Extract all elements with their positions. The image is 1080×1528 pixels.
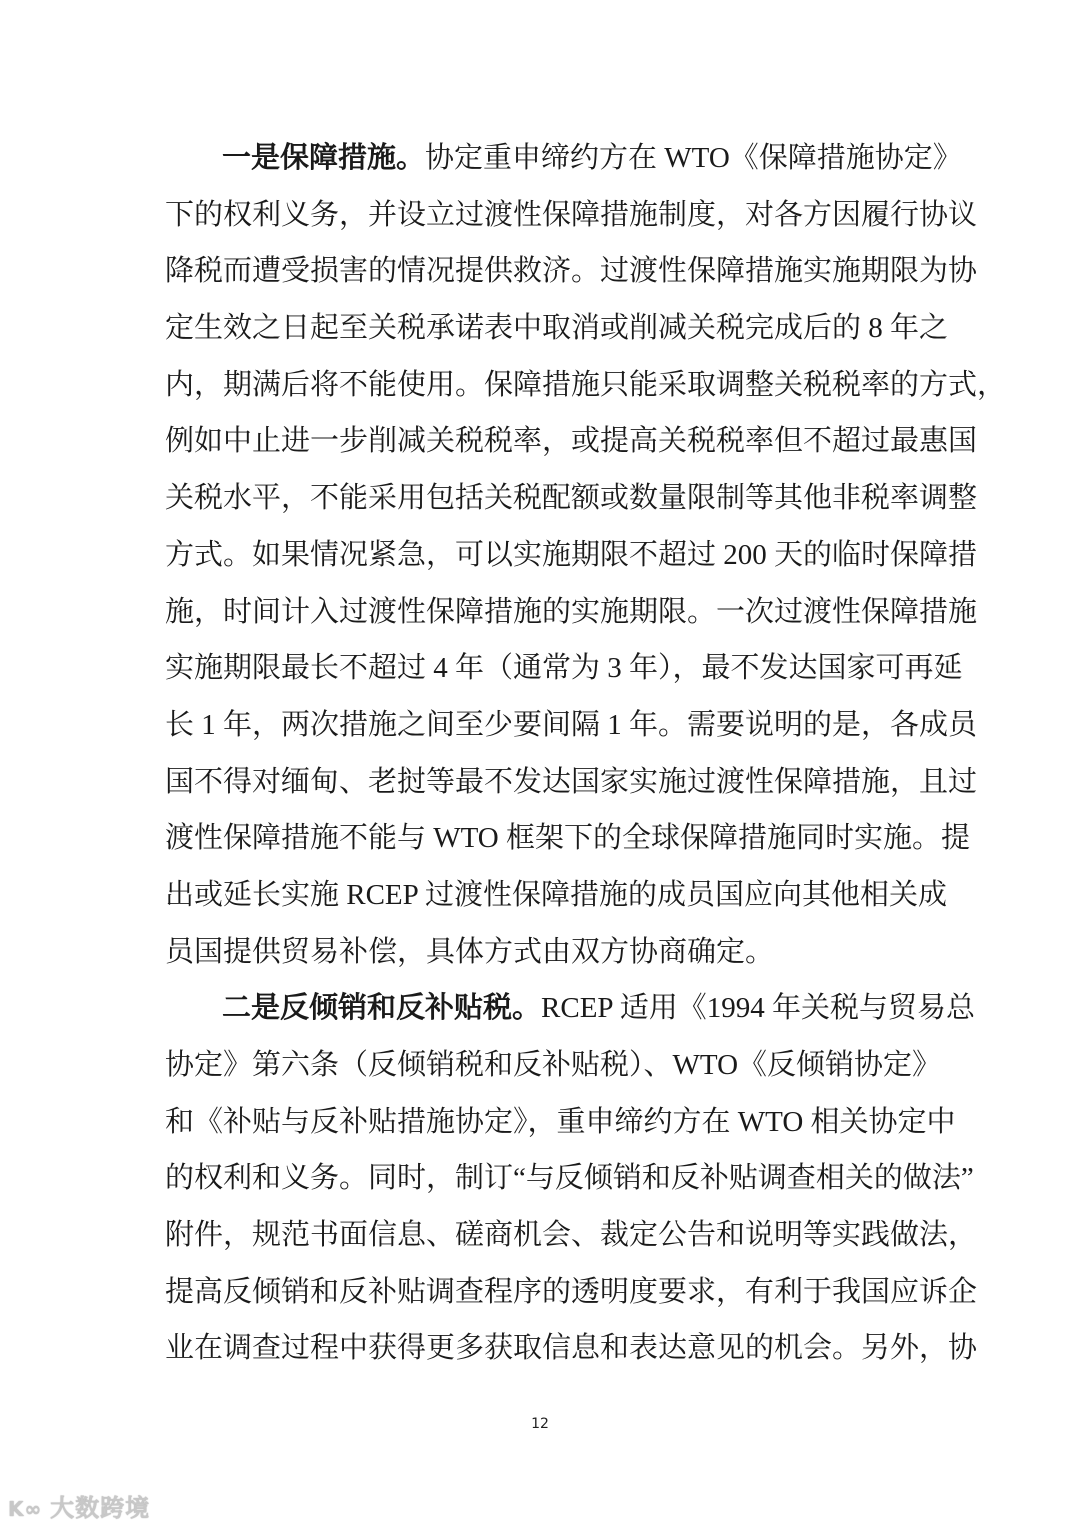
text-line: 出或延长实施 RCEP 过渡性保障措施的成员国应向其他相关成 xyxy=(165,878,947,911)
text-line: 的权利和义务。同时，制订“与反倾销和反补贴调查相关的做法” xyxy=(165,1162,974,1195)
text-line: 协定》第六条（反倾销税和反补贴税）、WTO《反倾销协定》 xyxy=(165,1049,942,1081)
text-line: 长 1 年，两次措施之间至少要间隔 1 年。需要说明的是，各成员 xyxy=(165,708,978,741)
paragraph-safeguard-measures xyxy=(165,130,1007,980)
paragraph-text: 协定重申缔约方在 WTO《保障措施协定》 xyxy=(425,142,962,174)
text-line: 定生效之日起至关税承诺表中取消或削减关税完成后的 8 年之 xyxy=(165,312,949,345)
text-line: 业在调查过程中获得更多获取信息和表达意见的机会。另外，协 xyxy=(165,1332,978,1365)
paragraph-text: RCEP 适用《1994 年关税与贸易总 xyxy=(541,992,975,1025)
text-line xyxy=(165,980,975,1037)
text-line: 施，时间计入过渡性保障措施的实施期限。一次过渡性保障措施 xyxy=(165,595,978,628)
document-body xyxy=(165,130,1007,1377)
text-line: 国不得对缅甸、老挝等最不发达国家实施过渡性保障措施，且过 xyxy=(165,765,978,798)
watermark xyxy=(8,1488,150,1523)
watermark-text: 大数跨境 xyxy=(50,1494,151,1522)
text-line: 方式。如果情况紧急，可以实施期限不超过 200 天的临时保障措 xyxy=(165,538,978,571)
text-line: 提高反倾销和反补贴调查程序的透明度要求，有利于我国应诉企 xyxy=(165,1275,978,1308)
paragraph-antidumping xyxy=(165,980,978,1377)
text-line: 员国提供贸易补偿，具体方式由双方协商确定。 xyxy=(165,935,775,968)
watermark-logo-icon: K∞ xyxy=(8,1497,43,1521)
text-line: 关税水平，不能采用包括关税配额或数量限制等其他非税率调整 xyxy=(165,482,978,515)
text-line: 内，期满后将不能使用。保障措施只能采取调整关税税率的方式， xyxy=(165,368,1007,401)
text-line: 实施期限最长不超过 4 年（通常为 3 年），最不发达国家可再延 xyxy=(165,652,963,685)
text-line: 例如中止进一步削减关税税率，或提高关税税率但不超过最惠国 xyxy=(165,425,978,458)
text-line: 附件，规范书面信息、磋商机会、裁定公告和说明等实践做法， xyxy=(165,1219,978,1252)
paragraph-lead: 二是反倾销和反补贴税。 xyxy=(222,992,542,1025)
text-line: 降税而遭受损害的情况提供救济。过渡性保障措施实施期限为协 xyxy=(165,255,978,288)
paragraph-lead: 一是保障措施。 xyxy=(222,142,426,174)
text-line xyxy=(165,130,962,187)
text-line: 和《补贴与反补贴措施协定》，重申缔约方在 WTO 相关协定中 xyxy=(165,1105,956,1138)
text-line: 渡性保障措施不能与 WTO 框架下的全球保障措施同时实施。提 xyxy=(165,822,971,855)
page-number: 12 xyxy=(531,1416,549,1432)
text-line: 下的权利义务，并设立过渡性保障措施制度，对各方因履行协议 xyxy=(165,198,978,231)
